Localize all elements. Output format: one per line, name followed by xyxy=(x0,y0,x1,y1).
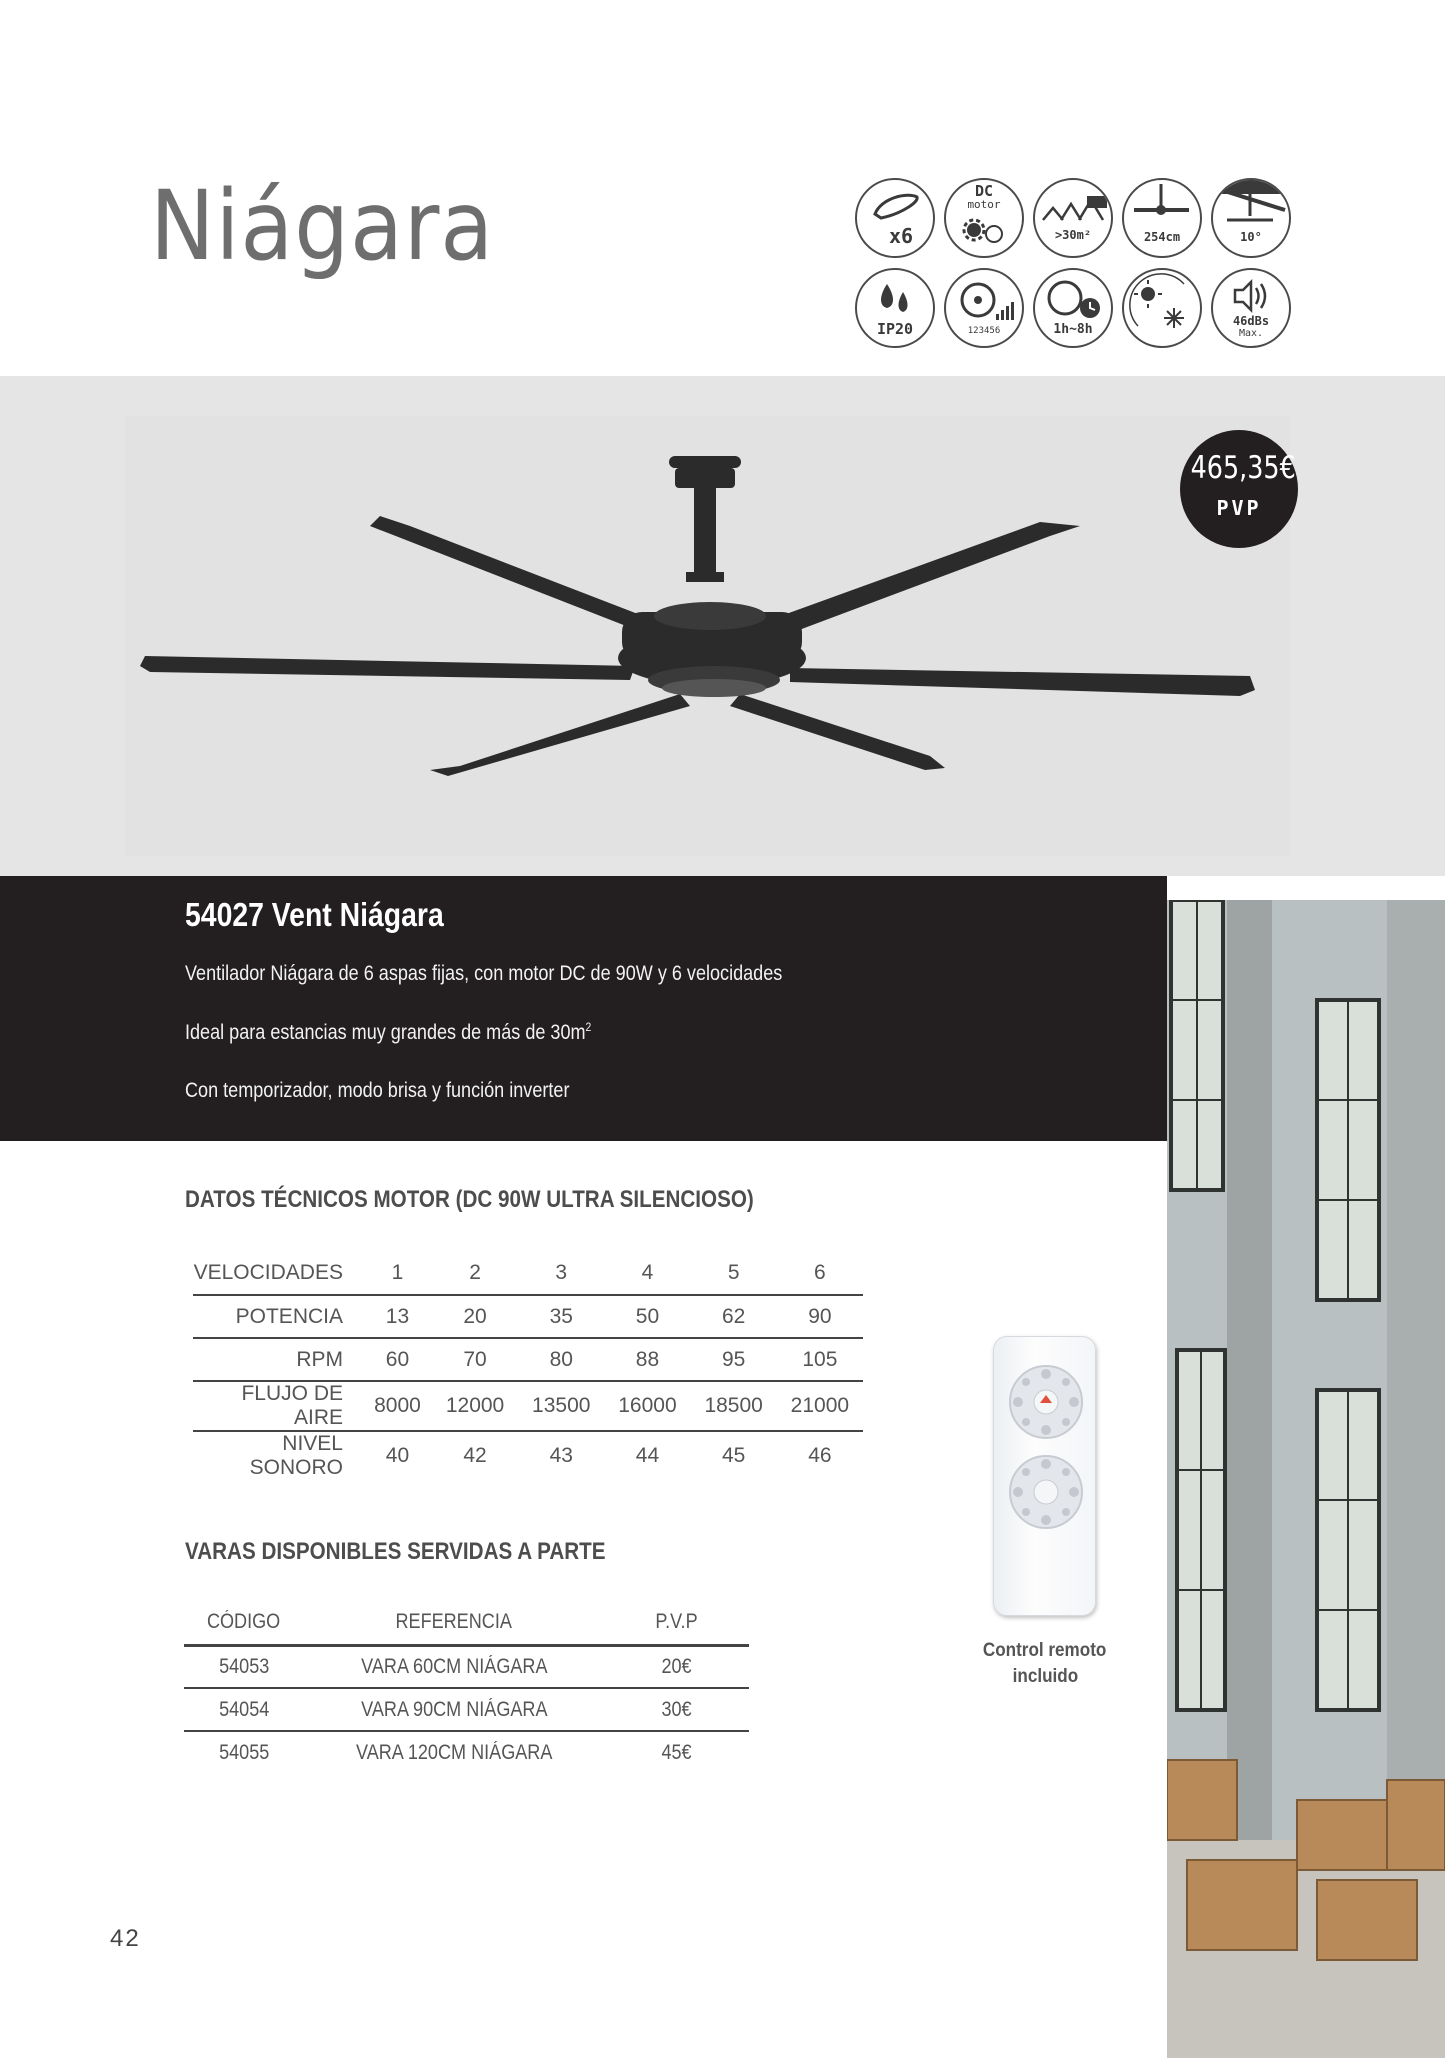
remote-control-image xyxy=(993,1336,1096,1616)
table-row: 54055 VARA 120CM NIÁGARA 45€ xyxy=(218,1741,692,1764)
interior-photo xyxy=(1167,900,1445,2058)
product-description-line: Con temporizador, modo brisa y función inverter xyxy=(185,1079,570,1102)
remote-caption: Control remoto incluido xyxy=(983,1640,1107,1687)
table-row: 54053 VARA 60CM NIÁGARA 20€ xyxy=(184,1645,749,1688)
product-info-band xyxy=(0,876,1167,1141)
rods-heading: VARAS DISPONIBLES SERVIDAS A PARTE xyxy=(185,1538,606,1565)
table-row: NIVEL SONORO 40 42 43 44 45 46 xyxy=(249,1432,832,1479)
price-badge: 465,35€ PVP xyxy=(1180,430,1298,548)
water-drops-icon: IP20 xyxy=(855,268,935,348)
house-sizes-icon: XL >30m² xyxy=(1033,178,1113,258)
product-title: 54027 Vent Niágara xyxy=(185,896,444,933)
product-description-line: Ideal para estancias muy grandes de más de $30m^2$ xyxy=(185,1020,592,1044)
feature-icons xyxy=(855,178,1295,358)
specs-heading: DATOS TÉCNICOS MOTOR (DC 90W ULTRA SILENCIOSO) xyxy=(185,1186,754,1213)
page-title: Niágara xyxy=(150,170,495,282)
table-row: VELOCIDADES 1 2 3 4 5 6 xyxy=(193,1252,863,1295)
table-row: POTENCIA 13 20 35 50 62 90 xyxy=(193,1295,863,1338)
rods-table xyxy=(184,1601,749,1774)
table-header-row: CÓDIGO REFERENCIA P.V.P xyxy=(184,1601,749,1645)
table-row: FLUJO DE AIRE 8000 12000 13500 16000 18500 21000 xyxy=(193,1381,863,1431)
product-description-line: Ventilador Niágara de 6 aspas fijas, con motor DC de 90W y 6 velocidades xyxy=(185,962,783,985)
specs-table xyxy=(193,1252,863,1480)
table-row: RPM 60 70 80 88 95 105 xyxy=(193,1338,863,1381)
fan-diameter-icon: 254cm xyxy=(1122,178,1202,258)
page-number: 42 xyxy=(110,1925,141,1952)
blade-icon: x6 xyxy=(855,178,935,258)
speed-bars-icon: 123456 xyxy=(944,268,1024,348)
ceiling-angle-icon: 10° xyxy=(1211,178,1291,258)
table-row: 54054 VARA 90CM NIÁGARA 30€ xyxy=(184,1688,749,1731)
gears-icon: DC motor xyxy=(944,178,1024,258)
fan-timer-icon: 1h~8h xyxy=(1033,268,1113,348)
speaker-icon: 46dBs Max. xyxy=(1211,268,1291,348)
summer-winter-icon xyxy=(1122,268,1202,348)
